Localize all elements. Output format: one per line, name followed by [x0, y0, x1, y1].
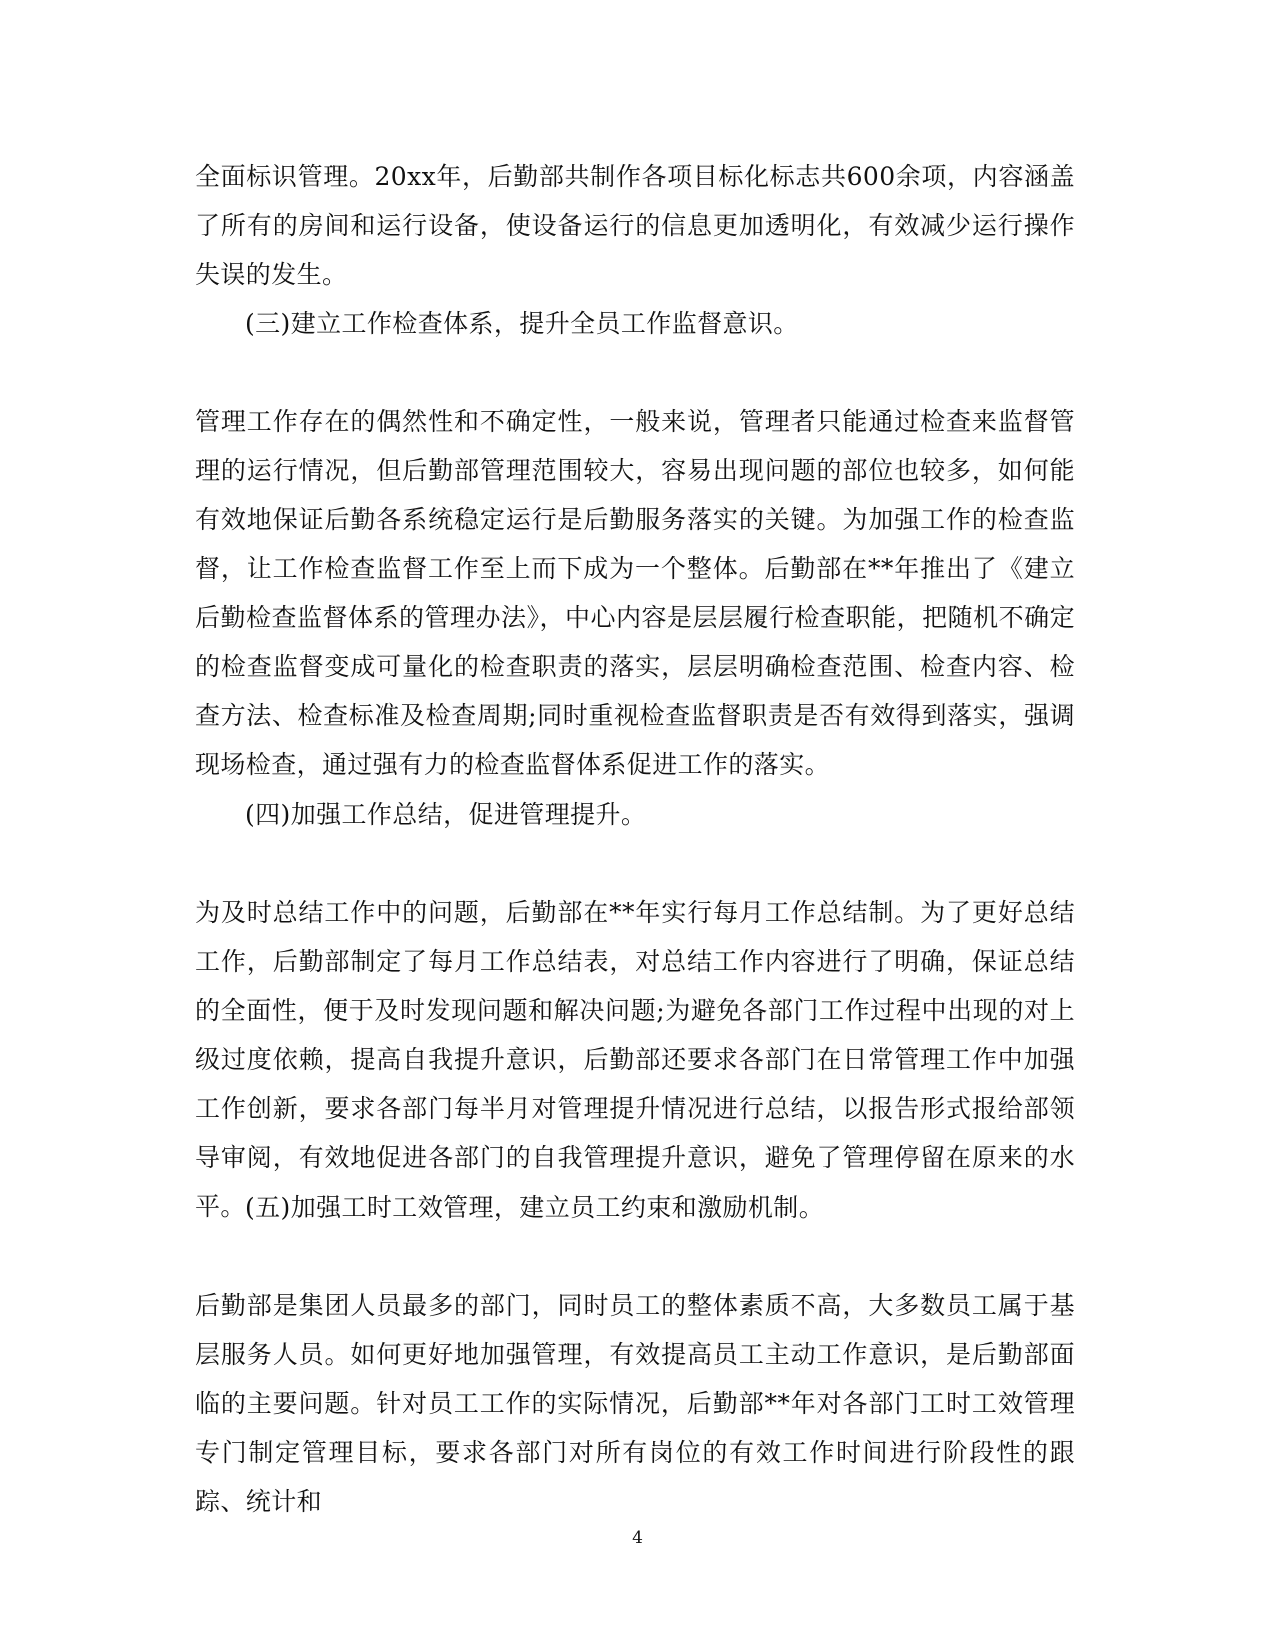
body-paragraph: 全面标识管理。20xx年，后勤部共制作各项目标化标志共600余项，内容涵盖了所有的房间和运行设备，使设备运行的信息更加透明化，有效减少运行操作失误的发生。: [195, 162, 1075, 289]
section-heading-5: (五)加强工时工效管理，建立员工约束和激励机制。: [245, 1193, 825, 1222]
section-heading-3: (三)建立工作检查体系，提升全员工作监督意识。: [245, 309, 799, 338]
body-paragraph: 后勤部是集团人员最多的部门，同时员工的整体素质不高，大多数员工属于基层服务人员。如何更好地加强管理，有效提高员工主动工作意识，是后勤部面临的主要问题。针对员工工作的实际情况，后勤部**年对各部门工时工效管理专门制定管理目标，要求各部门对所有岗位的有效工作时间进行阶段性的跟踪、统计和: [195, 1291, 1075, 1516]
section-heading-4: (四)加强工作总结，促进管理提升。: [245, 800, 647, 829]
body-paragraph: 为及时总结工作中的问题，后勤部在**年实行每月工作总结制。为了更好总结工作，后勤部制定了每月工作总结表，对总结工作内容进行了明确，保证总结的全面性，便于及时发现问题和解决问题;为避免各部门工作过程中出现的对上级过度依赖，提高自我提升意识，后勤部还要求各部门在日常管理工作中加强工作创新，要求各部门每半月对管理提升情况进行总结，以报告形式报给部领导审阅，有效地促进各部门的自我管理提升意识，避免了管理停留在原来的水平。: [195, 898, 1075, 1221]
page-number: 4: [632, 1528, 643, 1548]
body-paragraph: 管理工作存在的偶然性和不确定性，一般来说，管理者只能通过检查来监督管理的运行情况，但后勤部管理范围较大，容易出现问题的部位也较多，如何能有效地保证后勤各系统稳定运行是后勤服务落实的关键。为加强工作的检查监督，让工作检查监督工作至上而下成为一个整体。后勤部在**年推出了《建立后勤检查监督体系的管理办法》，中心内容是层层履行检查职能，把随机不确定的检查监督变成可量化的检查职责的落实，层层明确检查范围、检查内容、检查方法、检查标准及检查周期;同时重视检查监督职责是否有效得到落实，强调现场检查，通过强有力的检查监督体系促进工作的落实。: [195, 407, 1075, 779]
